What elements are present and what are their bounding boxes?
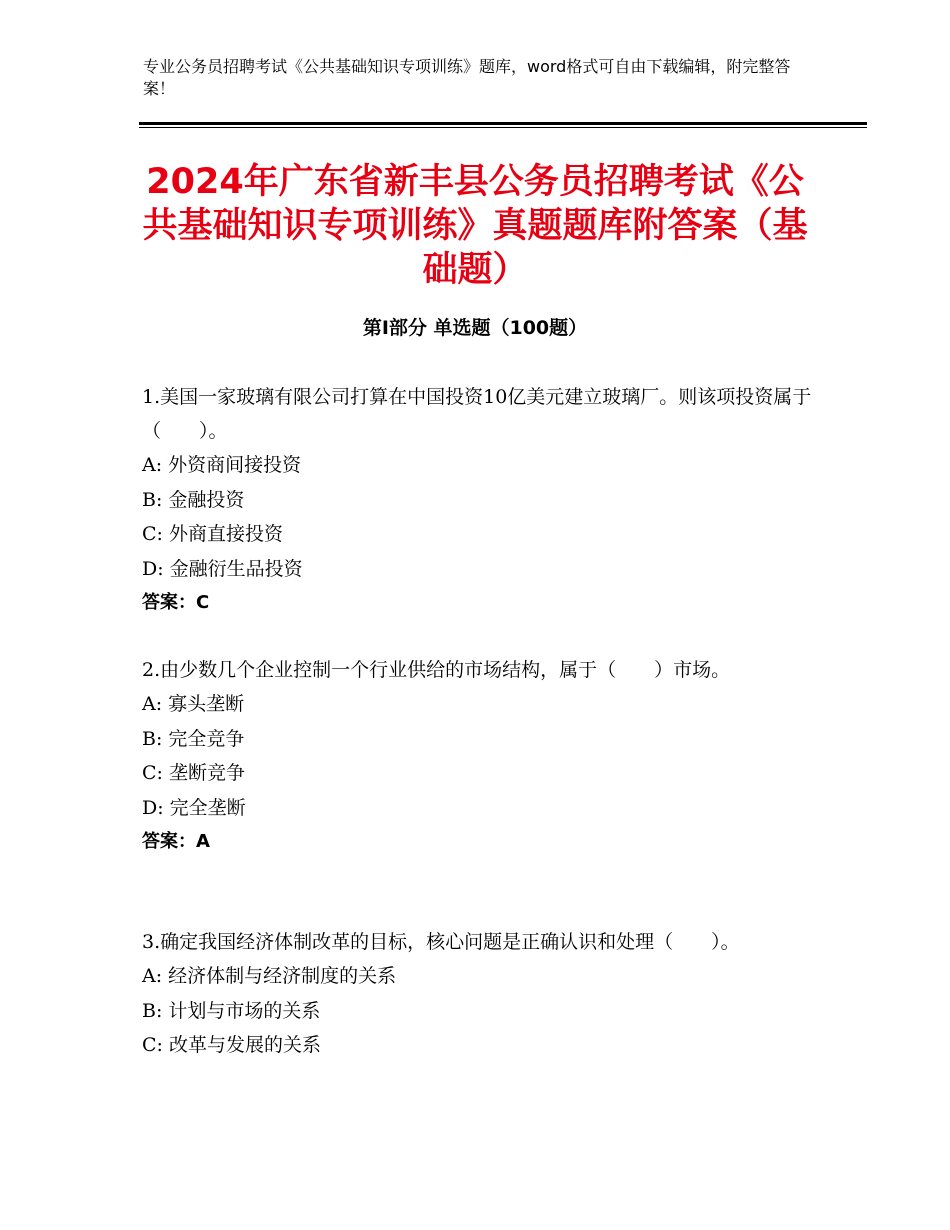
header-note: 专业公务员招聘考试《公共基础知识专项训练》题库，word格式可自由下载编辑，附完整答案！ <box>143 57 791 98</box>
option-c: C: 改革与发展的关系 <box>142 1034 321 1056</box>
answer: 答案：A <box>142 831 210 852</box>
option-d: D: 完全垄断 <box>142 796 246 819</box>
section-heading: 第Ⅰ部分 单选题（100题） <box>362 317 588 339</box>
answer: 答案：C <box>142 592 210 613</box>
question-2 <box>142 653 812 859</box>
header-divider-thin <box>139 127 867 128</box>
option-a: A: 经济体制与经济制度的关系 <box>142 965 397 987</box>
option-b: B: 完全竞争 <box>142 727 245 750</box>
header-divider-thick <box>139 122 867 125</box>
question-1 <box>142 380 812 620</box>
option-c: C: 垄断竞争 <box>142 762 245 784</box>
option-d: D: 金融衍生品投资 <box>142 557 303 580</box>
question-3 <box>142 925 812 1063</box>
question-stem: 3.确定我国经济体制改革的目标，核心问题是正确认识和处理（ ）。 <box>142 931 740 953</box>
question-stem: 1.美国一家玻璃有限公司打算在中国投资10亿美元建立玻璃厂。则该项投资属于（ ）。 <box>142 386 812 442</box>
document-title: 2024年广东省新丰县公务员招聘考试《公共基础知识专项训练》真题题库附答案（基础题） <box>142 162 808 290</box>
question-stem: 2.由少数几个企业控制一个行业供给的市场结构，属于（ ）市场。 <box>142 659 731 681</box>
option-b: B: 计划与市场的关系 <box>142 999 321 1022</box>
option-a: A: 寡头垄断 <box>142 693 245 715</box>
option-b: B: 金融投资 <box>142 488 245 511</box>
option-a: A: 外资商间接投资 <box>142 454 302 476</box>
option-c: C: 外商直接投资 <box>142 523 283 545</box>
